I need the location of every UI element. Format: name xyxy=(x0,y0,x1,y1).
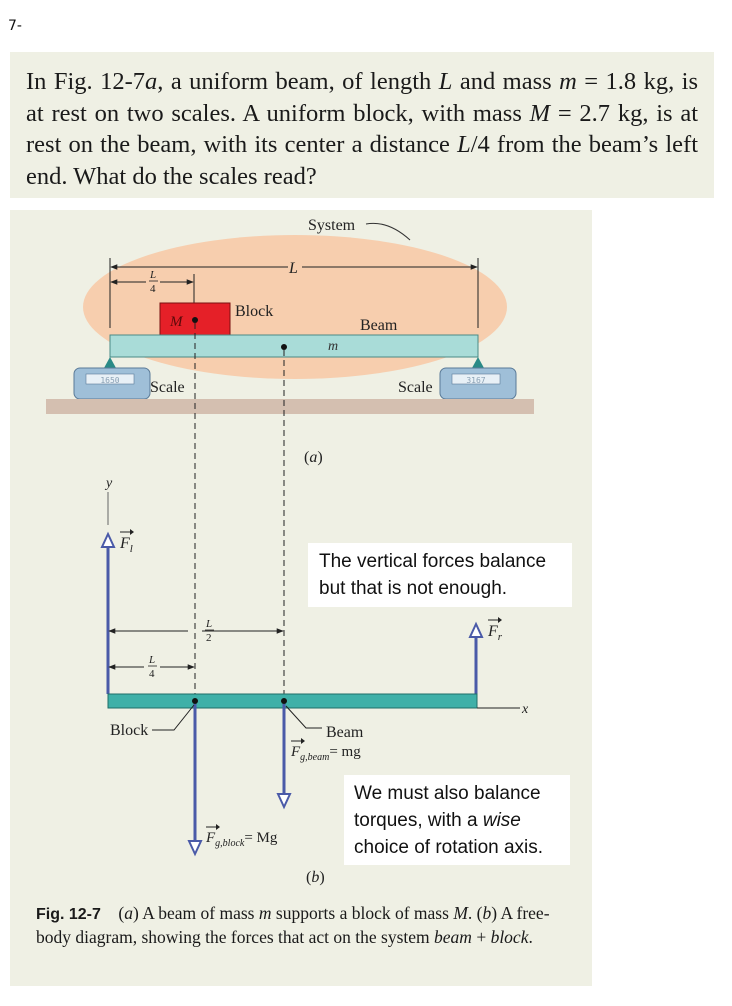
block-symbol: M xyxy=(170,314,183,330)
block-weight-sub: g,block xyxy=(215,838,245,849)
problem-statement xyxy=(10,52,714,198)
x-axis-label: x xyxy=(522,702,529,717)
fbd-beam xyxy=(108,694,477,708)
svg-text:L: L xyxy=(149,654,156,666)
svg-text:4: 4 xyxy=(150,283,156,295)
floor xyxy=(46,399,534,414)
svg-text:L: L xyxy=(206,618,213,630)
figure-panel xyxy=(10,210,592,986)
right-normal-force xyxy=(470,617,503,694)
right-scale xyxy=(440,368,516,399)
y-axis-label: y xyxy=(106,476,113,491)
beam-weight-label xyxy=(290,738,361,763)
callout-torques-text: We must also balance torques, with a xyxy=(354,783,541,831)
beam xyxy=(110,335,478,357)
beam-weight-force xyxy=(278,704,290,807)
beam-symbol: m xyxy=(328,339,339,354)
callout-torques-emphasis: wise xyxy=(482,810,521,831)
block-weight-rhs: = Mg xyxy=(244,830,278,846)
beam-weight-rhs: = mg xyxy=(329,744,361,760)
beam-weight-sub: g,beam xyxy=(300,752,330,763)
block-label: Block xyxy=(235,303,274,320)
left-normal-force xyxy=(102,529,134,694)
svg-text:L: L xyxy=(150,269,157,281)
beam-mass-value: 1.8 kg xyxy=(605,68,669,95)
fbd-block-label: Block xyxy=(110,722,149,739)
callout-vertical-forces: The vertical forces balance but that is not enough. xyxy=(308,543,572,607)
system-label: System xyxy=(308,217,356,234)
right-scale-label: Scale xyxy=(398,379,433,396)
beam-label: Beam xyxy=(360,317,398,334)
figure-caption: Fig. 12-7 (a) A beam of mass m supports a block of mass M. (b) A free-body diagram, showing the forces that act on the system beam + block. xyxy=(36,903,550,947)
figure-number: Fig. 12-7 xyxy=(36,906,101,923)
quarter-length-dimension-b xyxy=(109,654,194,680)
callout-torques-text-end: choice of rotation axis. xyxy=(354,837,544,858)
left-scale-display: 1650 xyxy=(100,376,120,385)
fbd-beam-label: Beam xyxy=(326,724,364,741)
alignment-lines xyxy=(195,323,284,702)
length-label: L xyxy=(289,260,298,277)
svg-text:2: 2 xyxy=(206,632,212,644)
question-number: 7- xyxy=(8,18,22,34)
left-force-label: $F_l$ xyxy=(120,535,133,555)
block-mass-value: 2.7 kg xyxy=(579,99,643,127)
quarter-length-label-b xyxy=(148,654,157,680)
right-force-label: $F_r$ xyxy=(488,623,503,643)
block xyxy=(160,303,230,335)
block-weight-force xyxy=(189,704,201,854)
panel-label-b: (b) xyxy=(306,869,325,886)
half-length-dimension xyxy=(109,618,283,644)
block-weight-label xyxy=(205,824,278,849)
callout-torques xyxy=(344,775,570,865)
svg-text:Fg,block= Mg: $F_{g,block}= Mg$ xyxy=(206,830,278,849)
svg-text:Fg,beam= mg: $F_{g,beam}=$ mg xyxy=(291,744,361,763)
left-scale xyxy=(74,368,150,399)
right-scale-display: 3167 xyxy=(466,376,486,385)
fbd-beam-callout xyxy=(286,706,364,741)
problem-text: In Fig. 12-7a, a uniform beam, of length L and mass m = 1.8 kg, is at rest on two scales. A uniform block, with mass M = 2.7 kg, is at rest on the beam, with its center a distance L/4 from the beam’s left end. What do the scales read? xyxy=(26,68,699,190)
fbd-block-callout xyxy=(110,705,194,739)
panel-label-a: (a) xyxy=(304,449,323,466)
left-scale-label: Scale xyxy=(150,379,185,396)
svg-text:4: 4 xyxy=(149,668,155,680)
